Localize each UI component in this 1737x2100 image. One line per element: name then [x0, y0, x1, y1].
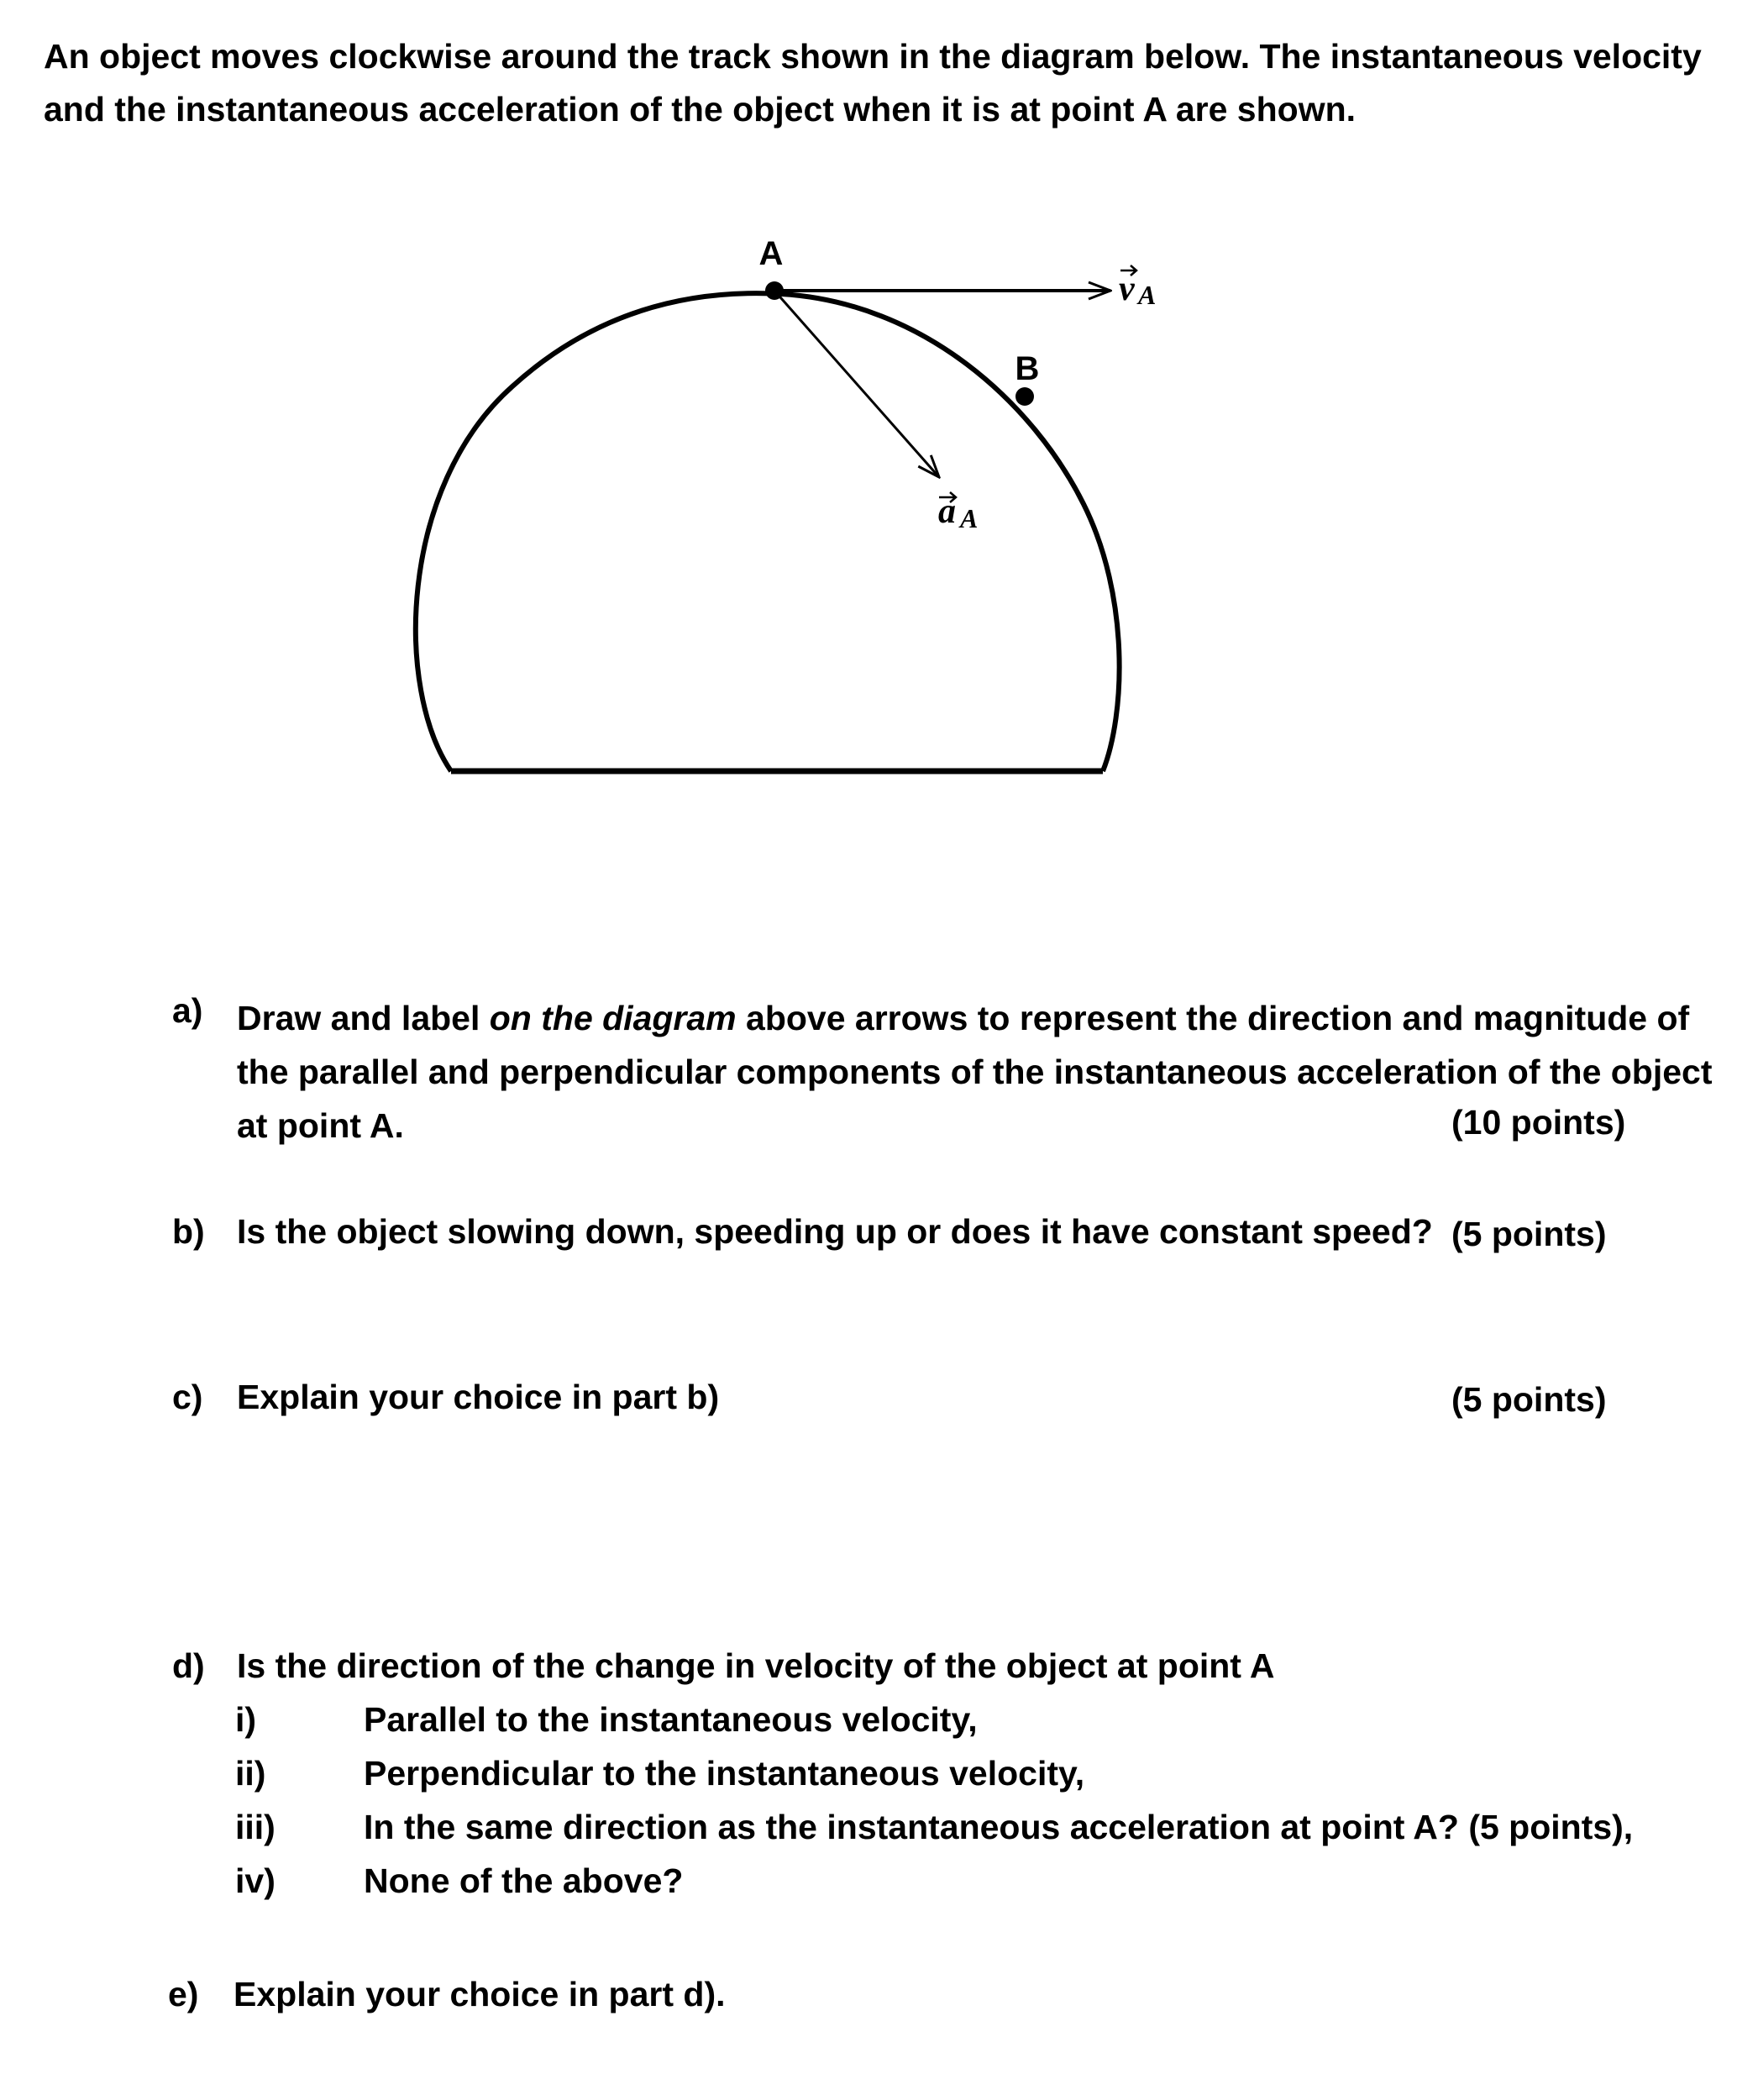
option-iv-text: None of the above? [364, 1861, 684, 1900]
question-e-text: Explain your choice in part d). [234, 1975, 726, 2013]
question-b-text: Is the object slowing down, speeding up or does it have constant speed? [237, 1212, 1433, 1251]
question-a-line-2: the parallel and perpendicular components of the instantaneous acceleration of the object [237, 1053, 1713, 1091]
intro-line-1: An object moves clockwise around the track shown in the diagram below. The instantaneous velocity [44, 37, 1702, 76]
option-ii-text: Perpendicular to the instantaneous velocity, [364, 1754, 1085, 1793]
point-a-dot [765, 281, 784, 300]
acceleration-label [938, 492, 978, 533]
track-curve [416, 293, 1120, 771]
question-b-label: b) [172, 1212, 205, 1251]
acceleration-label-sub: A [960, 503, 979, 533]
question-a-line-3: at point A. [237, 1106, 404, 1145]
option-ii-number: ii) [235, 1754, 266, 1793]
question-c-text: Explain your choice in part b) [237, 1378, 720, 1416]
question-a-line-1 [237, 991, 1713, 1045]
acceleration-arrow [774, 291, 939, 477]
question-a-emphasis: on the diagram [489, 999, 737, 1037]
option-iv-number: iv) [235, 1861, 276, 1900]
question-d-label: d) [172, 1646, 205, 1685]
option-iii-number: iii) [235, 1808, 276, 1846]
velocity-label [1119, 265, 1156, 310]
option-i-number: i) [235, 1700, 257, 1739]
question-a-text-after: above arrows to represent the direction and magnitude of [736, 999, 1690, 1037]
question-a-text-before: Draw and label [237, 999, 490, 1037]
question-a-label: a) [172, 991, 203, 1030]
question-a-points: (10 points) [1451, 1103, 1626, 1142]
question-d-text: Is the direction of the change in velocity of the object at point A [237, 1646, 1275, 1685]
velocity-label-letter: v [1119, 270, 1135, 308]
point-a-label: A [758, 235, 784, 272]
question-c-label: c) [172, 1378, 203, 1416]
acceleration-label-letter: a [938, 492, 956, 531]
point-b-dot [1015, 387, 1034, 406]
question-e-label: e) [168, 1975, 199, 2013]
point-b-label: B [1015, 350, 1040, 387]
intro-line-2: and the instantaneous acceleration of the object when it is at point A are shown. [44, 90, 1357, 129]
question-c-points: (5 points) [1451, 1380, 1607, 1419]
option-iii-text: In the same direction as the instantaneous acceleration at point A? (5 points), [364, 1808, 1634, 1846]
question-b-points: (5 points) [1451, 1215, 1607, 1253]
option-i-text: Parallel to the instantaneous velocity, [364, 1700, 978, 1739]
track-diagram [0, 0, 1737, 840]
velocity-label-sub: A [1138, 280, 1157, 310]
